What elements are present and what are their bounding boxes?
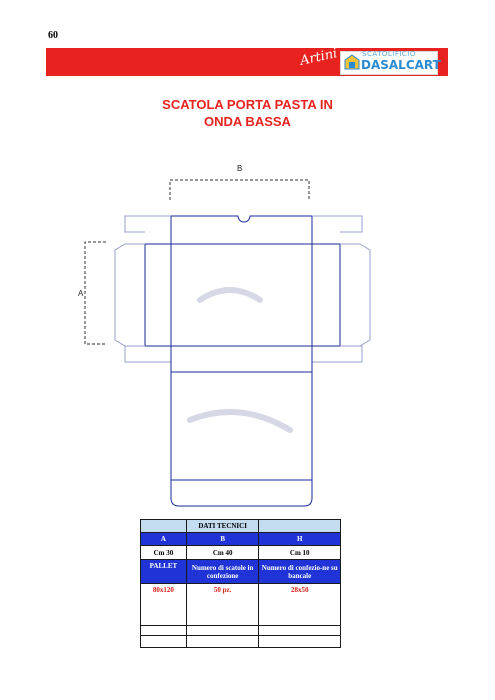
empty-cell (141, 636, 187, 648)
empty-cell (141, 626, 187, 636)
dimension-b-line (170, 180, 309, 200)
top-lid-flap (171, 216, 312, 244)
scatole-label: Numero di scatole in confezione (186, 560, 259, 584)
mid-left-wing (125, 346, 171, 362)
scatole-value: 50 pz. (186, 584, 259, 626)
top-right-wing (312, 216, 362, 232)
upper-panel (171, 244, 312, 346)
left-side-panel (145, 244, 171, 346)
table-header-title: DATI TECNICI (186, 520, 259, 533)
empty-cell (186, 636, 259, 648)
confezione-value: 28x50 (259, 584, 341, 626)
dim-a-value: Cm 30 (141, 546, 187, 560)
table-header-blank-1 (141, 520, 187, 533)
pallet-label: PALLET (141, 560, 187, 584)
brand-script-logo: Artini (298, 46, 339, 69)
pallet-value: 80x120 (141, 584, 187, 626)
empty-cell (186, 626, 259, 636)
label-b: B (237, 164, 243, 173)
dimension-a-line (85, 242, 106, 344)
top-left-wing (125, 216, 171, 232)
dim-b-value: Cm 40 (186, 546, 259, 560)
label-a: A (78, 289, 84, 298)
right-outer-flap (340, 244, 370, 346)
col-label-a: A (141, 533, 187, 546)
page-title-line1: SCATOLA PORTA PASTA IN (162, 97, 333, 112)
lower-panel (171, 372, 312, 480)
brand-name: DASALCART (361, 58, 441, 72)
right-side-panel (312, 244, 340, 346)
bottom-tuck-flap (171, 480, 312, 506)
page-title-line2: ONDA BASSA (204, 114, 291, 129)
page-number: 60 (48, 30, 58, 41)
empty-cell (259, 636, 341, 648)
empty-cell (259, 626, 341, 636)
technical-data-table (140, 519, 341, 648)
mid-right-wing (312, 346, 362, 362)
left-outer-flap (115, 244, 145, 346)
confezione-label: Numero di confezio-ne su bancale (259, 560, 341, 584)
table-header-blank-2 (259, 520, 341, 533)
dim-h-value: Cm 10 (259, 546, 341, 560)
hinge-strip (171, 346, 312, 372)
col-label-b: B (186, 533, 259, 546)
col-label-h: H (259, 533, 341, 546)
brand-subtitle: SCATOLIFICIO (362, 50, 416, 58)
